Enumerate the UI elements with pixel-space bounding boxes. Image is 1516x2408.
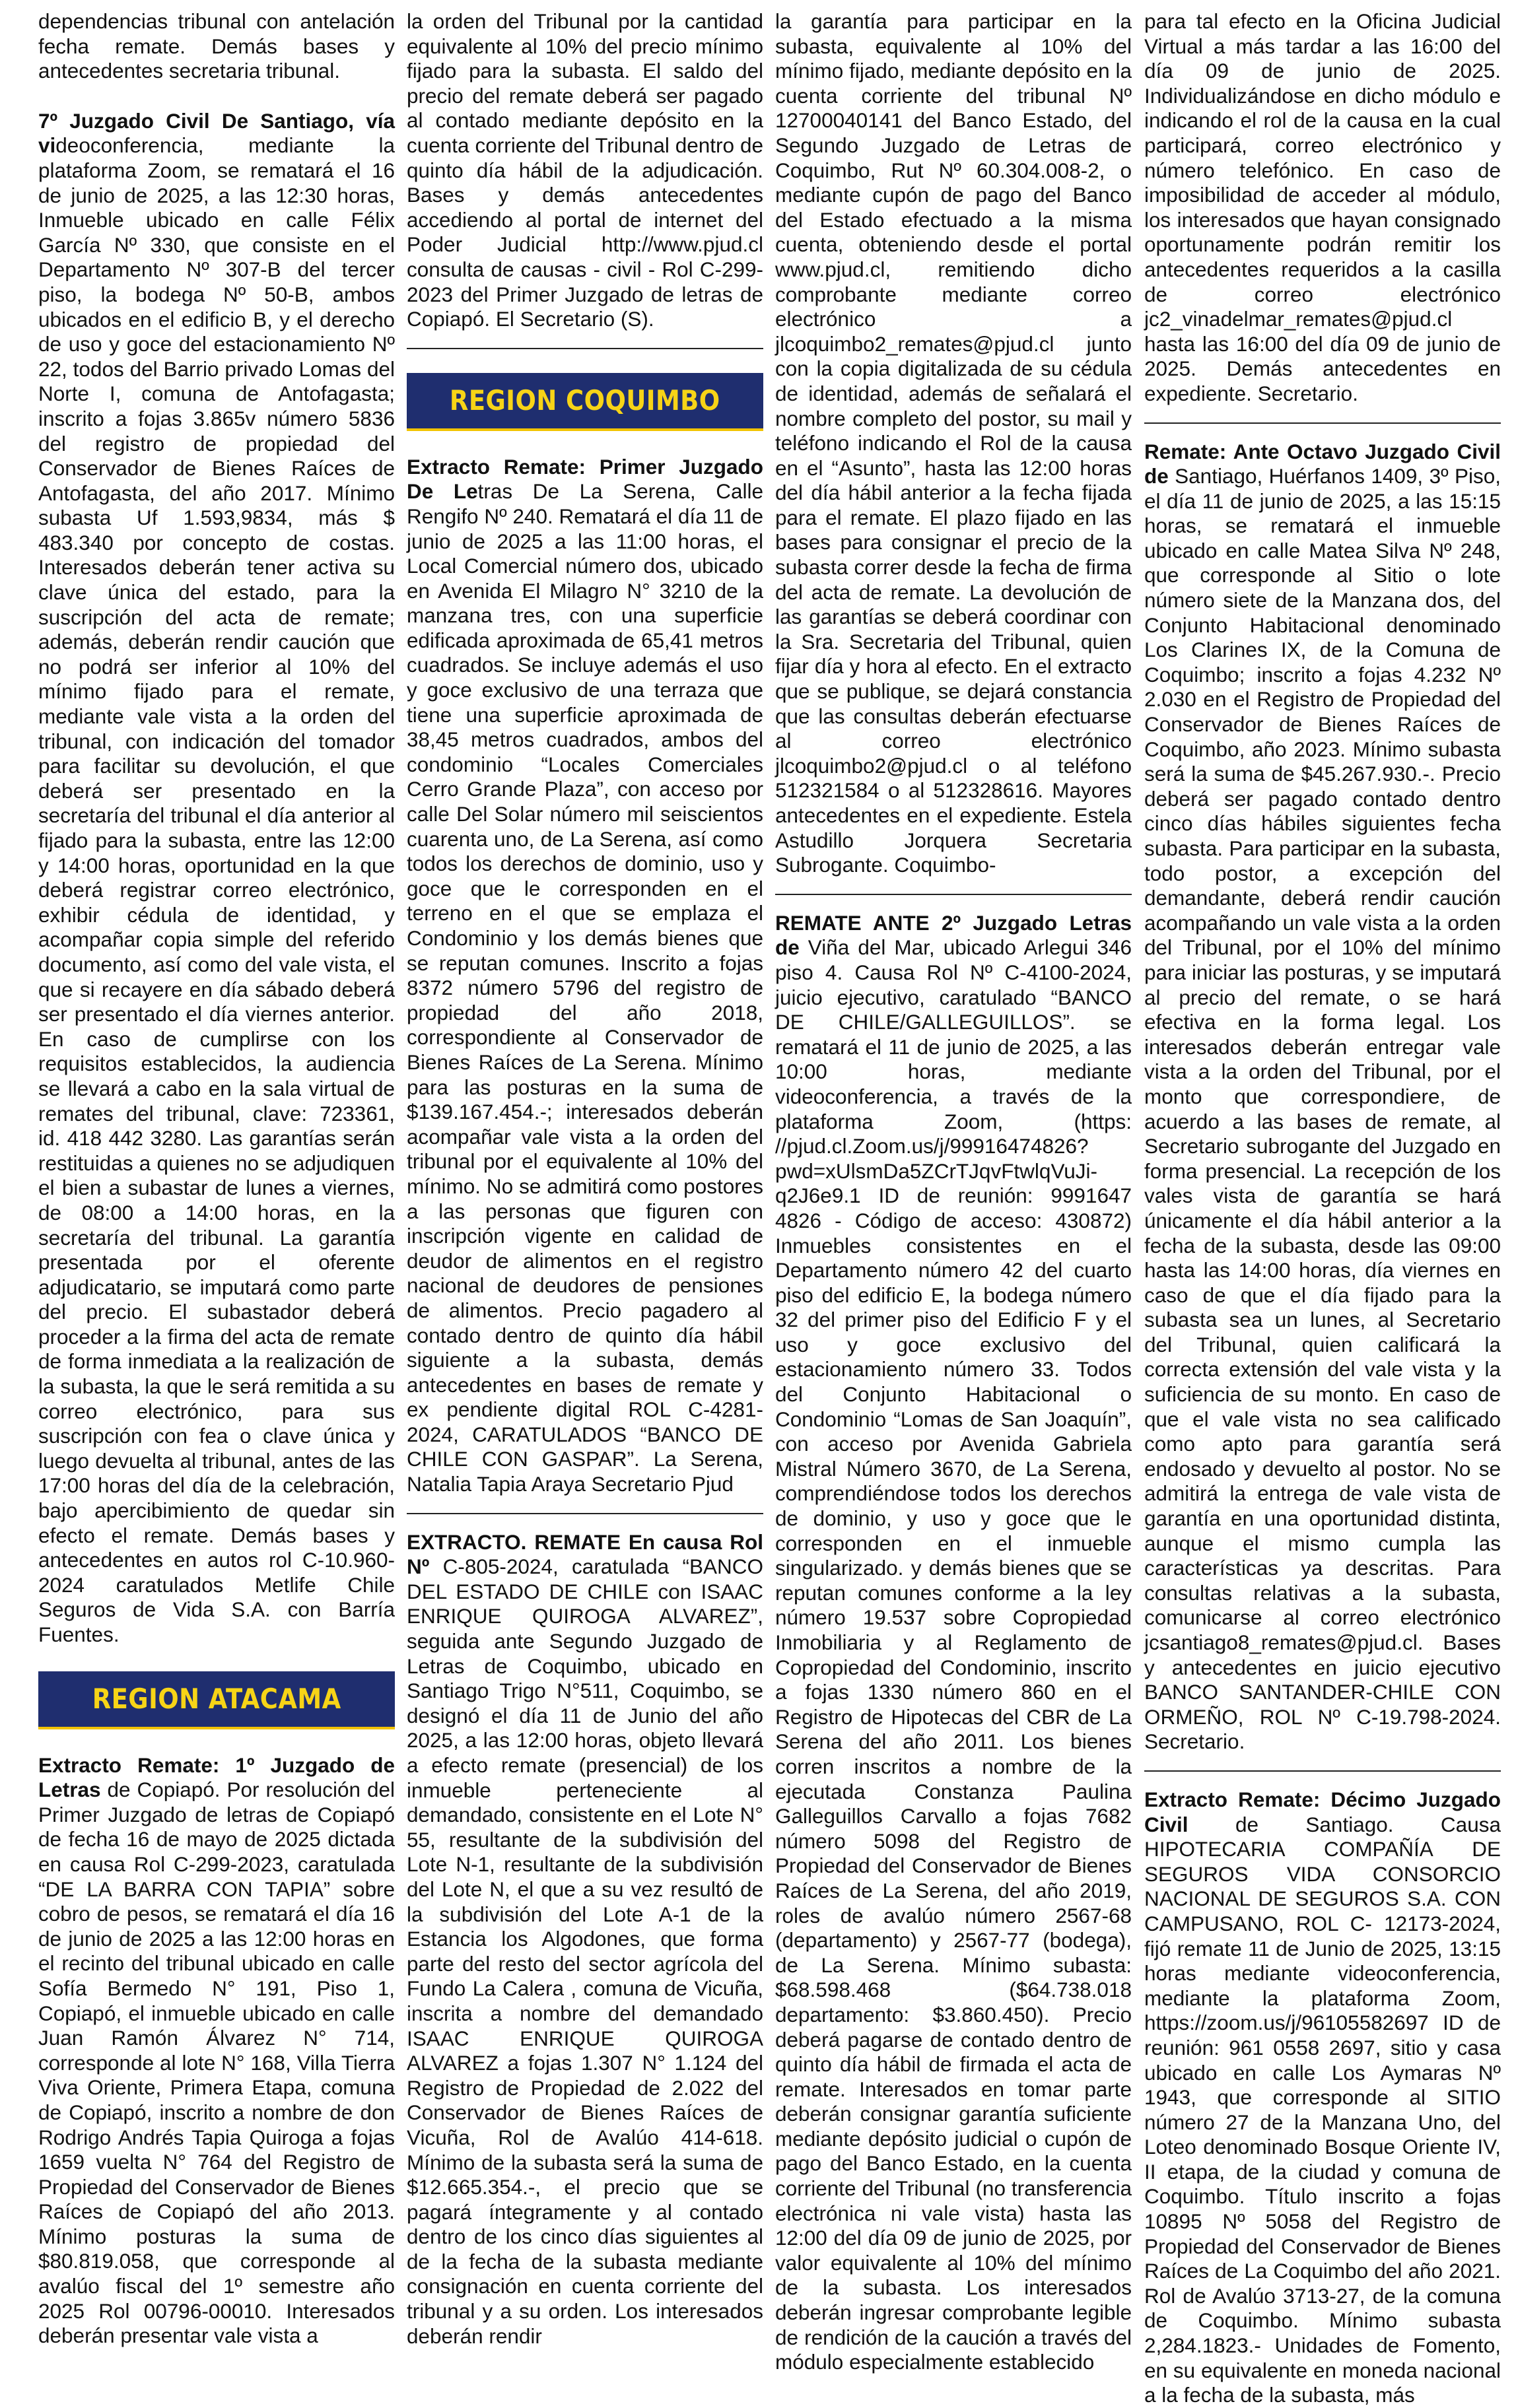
notice-body: de Santiago. Causa HIPOTECARIA COMPAÑÍA DE SEGUROS VIDA CONSORCIO NACIONAL DE SEGUROS S.A. CON CAMPUSANO, ROL C- 12173-2024, fijó remate 11 de Junio de 2025, 13:15 horas mediante videoconferencia, mediante la plataforma Zoom, https://zoom.us/j/96105582697 ID de reunión: 961 0558 2697, sitio y casa ubicado en calle Los Aymaras Nº 1943, que corresponde al SITIO número 27 de la Manzana Uno, del Loteo denominado Bosque Oriente IV, II etapa, de la ciudad y comuna de Coquimbo. Título inscrito a fojas 10895 Nº 5058 del Registro de Propiedad del Conservador de Bienes Raíces de La Coquimbo del año 2021. Rol de Avalúo 3713-27, de la comuna de Coquimbo. Mínimo subasta 2,284.1823.- Unidades de Fomento, en su equivalente en moneda nacional a la fecha de la subasta, más: [1144, 1812, 1501, 2407]
section-divider: [1144, 422, 1501, 424]
notice-body: Viña del Mar, ubicado Arlegui 346 piso 4. Causa Rol Nº C-4100-2024, juicio ejecutivo, caratulado “BANCO DE CHILE/GALLEGUILLOS”. se rematará el 11 de junio de 2025, a las 10:00 horas, mediante videoconferencia, a través de la plataforma Zoom, (https: //pjud.cl.Zoom.us/j/99916474826?pwd=xUlsmDa5ZCrTJqvFtwlqVuJi-q2J6e9.1 ID de reunión: 9991647 4826 - Código de acceso: 430872) Inmuebles consistentes en el Departamento número 42 del cuarto piso del edificio E, la bodega número 32 del primer piso del Edificio F y el uso y goce exclusivo del estacionamiento número 33. Todos del Conjunto Habitacional o Condominio “Lomas de San Joaquín”, con acceso por Avenida Gabriela Mistral Número 3670, de La Serena, comprendiéndose todos los derechos de dominio, y uso y goce que le corresponden en el inmueble singularizado. y demás bienes que se reputan comunes conforme a la ley número 19.537 sobre Copropiedad Inmobiliaria y al Reglamento de Copropiedad del Condominio, inscrito a fojas 1330 número 860 en el Registro de Hipotecas del CBR de La Serena del año 2011. Los bienes corren inscritos a nombre de la ejecutada Constanza Paulina Galleguillos Carvallo a fojas 7682 número 5098 del Registro de Propiedad del Conservador de Bienes Raíces de La Serena, del año 2019, roles de avalúo número 2567-68 (departamento) y 2567-77 (bodega), de La Serena. Mínimo subasta: $68.598.468 ($64.738.018 departamento: $3.860.450). Precio deberá pagarse de contado dentro de quinto día hábil de firmada el acta de remate. Interesados en tomar parte deberán consignar garantía suficiente mediante depósito judicial o cupón de pago del Banco Estado, en la cuenta corriente del Tribunal (no transferencia electrónica ni vale vista) hasta las 12:00 del día 09 de junio de 2025, por valor equivalente al 10% del mínimo de la subasta. Los interesados deberán ingresar comprobante legible de rendición de la caución a través del módulo especialmente establecido: [775, 935, 1132, 2374]
notice-body: la garantía para participar en la subasta, equivalente al 10% del mínimo fijado, mediante depósito en la cuenta corriente del tribunal Nº 12700040141 del Banco Estado, del Segundo Juzgado de Letras de Coquimbo, Rut Nº 60.304.008-2, o mediante cupón de pago del Banco del Estado efectuado a la misma cuenta, obteniendo desde el portal www.pjud.cl, remitiendo dicho comprobante mediante correo electrónico a jlcoquimbo2_remates@pjud.cl junto con la copia digitalizada de su cédula de identidad, además de señalará el nombre completo del postor, su mail y teléfono indicando el Rol de la causa en el “Asunto”, hasta las 12:00 horas del día hábil anterior a la fecha fijada para el remate. El plazo fijado en las bases para consignar el precio de la subasta correr desde la fecha de firma del acta de remate. La devolución de las garantías se deberá coordinar con la Sra. Secretaria del Tribunal, quien fijar día y hora al efecto. En el extracto que se publique, se dejará constancia que las consultas deberán efectuarse al correo electrónico jlcoquimbo2@pjud.cl o al teléfono 512321584 o al 512328616. Mayores antecedentes en el expediente. Estela Astudillo Jorquera Secretaria Subrogante. Coquimbo-: [775, 9, 1132, 877]
notice-body: tras De La Serena, Calle Rengifo Nº 240. Rematará el día 11 de junio de 2025 a las 11:00 horas, el Local Comercial número dos, ubicado en Avenida El Milagro N° 3210 de la manzana tres, con una superficie edificada aproximada de 65,41 metros cuadrados. Se incluye además el uso y goce exclusivo de una terraza que tiene una superficie aproximada de 38,45 metros cuadrados, ambos del condominio “Locales Comerciales Cerro Grande Plaza”, con acceso por calle Del Solar número mil seiscientos cuarenta uno, de La Serena, así como todos los derechos de dominio, uso y goce que le corresponden en el terreno en el que se emplaza el Condominio y los demás bienes que se reputan comunes. Inscrito a fojas 8372 número 5796 del registro de propiedad del año 2018, correspondiente al Conservador de Bienes Raíces de La Serena. Mínimo para las posturas en la suma de $139.167.454.-; interesados deberán acompañar vale vista a la orden del tribunal por el equivalente al 10% del mínimo. No se admitirá como postores a las personas que figuren con inscripción vigente en calidad de deudor de alimentos en el registro nacional de deudores de pensiones de alimentos. Precio pagadero al contado dentro de quinto día hábil siguiente a la subasta, demás antecedentes en bases de remate y ex pendiente digital ROL C-4281-2024, CARATULADOS “BANCO DE CHILE CON GASPAR”. La Serena, Natalia Tapia Araya Secretario Pjud: [407, 479, 763, 1496]
notice-body: deoconferencia, mediante la plataforma Zoom, se rematará el 16 de junio de 2025, a las 12:30 horas, Inmueble ubicado en calle Félix García Nº 330, que consiste en el Departamento Nº 307-B del tercer piso, la bodega Nº 50-B, ambos ubicados en el edificio B, y el derecho de uso y goce del estacionamiento Nº 22, todos del Barrio privado Lomas del Norte I, comuna de Antofagasta; inscrito a fojas 3.865v número 5836 del registro de propiedad del Conservador de Bienes Raíces de Antofagasta, del año 2017. Mínimo subasta Uf 1.593,9834, más $ 483.340 por concepto de costas. Interesados deberán tener activa su clave única del estado, para la suscripción del acta de remate; además, deberán rendir caución que no podrá ser inferior al 10% del mínimo fijado para el remate, mediante vale vista a la orden del tribunal, con indicación del tomador para facilitar su devolución, el que deberá ser presentado en la secretaría del tribunal el día anterior al fijado para la subasta, entre las 12:00 y 14:00 horas, oportunidad en la que deberá registrar correo electrónico, exhibir cédula de identidad, y acompañar copia simple del referido documento, así como del vale vista, el que si recayere en día sábado deberá ser presentado el día viernes anterior. En caso de cumplirse con los requisitos establecidos, la audiencia se llevará a cabo en la sala virtual de remates del tribunal, clave: 723361, id. 418 442 3280. Las garantías serán restituidas a quienes no se adjudiquen el bien a subastar de lunes a viernes, de 08:00 a 14:00 horas, en la secretaría del tribunal. La garantía presentada por el oferente adjudicatario, se imputará como parte del precio. El subastador deberá proceder a la firma del acta de remate de forma inmediata a la realización de la subasta, la que le será remitida a su correo electrónico, para sus suscripción con fea o clave única y luego devuelta al tribunal, antes de las 17:00 horas del día de la celebración, bajo apercibimiento de quedar sin efecto el remate. Demás bases y antecedentes en autos rol C-10.960-2024 caratulados Metlife Chile Seguros de Vida S.A. con Barría Fuentes.: [38, 133, 395, 1646]
auction-notice: [1144, 9, 1501, 407]
notice-heading: 7º Juzgado Civil De Santiago, vía vi: [38, 108, 395, 158]
notice-heading: REMATE ANTE 2º Juzgado Letras de: [775, 910, 1132, 960]
notice-text: [775, 9, 1132, 878]
region-banner: [407, 373, 763, 431]
notice-text: [38, 1753, 395, 2349]
column-4: [1144, 9, 1501, 2407]
section-divider: [407, 348, 763, 349]
notice-text: [1144, 9, 1501, 407]
notice-text: [407, 1530, 763, 2349]
auction-notice: [775, 9, 1132, 878]
notice-body: de Copiapó. Por resolución del Primer Juzgado de letras de Copiapó de fecha 16 de mayo de 2025 dictada en causa Rol C-299-2023, caratulada “DE LA BARRA CON TAPIA” sobre cobro de pesos, se rematará el día 16 de junio de 2025 a las 12:00 horas en el recinto del tribunal ubicado en calle Sofía Bermedo N° 191, Piso 1, Copiapó, el inmueble ubicado en calle Juan Ramón Álvarez N° 714, corresponde al lote N° 168, Villa Tierra Viva Oriente, Primera Etapa, comuna de Copiapó, inscrito a nombre de don Rodrigo Andrés Tapia Quiroga a fojas 1659 vuelta N° 764 del Registro de Propiedad del Conservador de Bienes Raíces de Copiapó del año 2013. Mínimo posturas la suma de $80.819.058, que corresponde al avalúo fiscal del 1º semestre año 2025 Rol 00796-00010. Interesados deberán presentar vale vista a: [38, 1778, 395, 2348]
notice-text: [38, 9, 395, 84]
auction-notice: [407, 455, 763, 1497]
column-2: [407, 9, 763, 2348]
auction-notice: [1144, 1788, 1501, 2408]
section-divider: [407, 1513, 763, 1514]
auction-notice: [407, 9, 763, 332]
notice-body: Santiago, Huérfanos 1409, 3º Piso, el día 11 de junio de 2025, a las 15:15 horas, se rematará el inmueble ubicado en calle Matea Silva Nº 248, que corresponde al Sitio o lote número siete de la Manzana dos, del Conjunto Habitacional denominado Los Clarines IX, de la Comuna de Coquimbo; inscrito a fojas 4.232 Nº 2.030 en el Registro de Propiedad del Conservador de Bienes Raíces de Coquimbo, año 2023. Mínimo subasta será la suma de $45.267.930.-. Precio deberá ser pagado contado dentro cinco días hábiles siguientes fecha subasta. Para participar en la subasta, todo postor, a excepción del demandante, deberá rendir caución acompañando un vale vista a la orden del Tribunal, por el 10% del mínimo para iniciar las posturas, y se imputará al precio del remate, o se hará efectiva en la forma legal. Los interesados deberán entregar vale vista a la orden del Tribunal, por el monto que correspondiere, de acuerdo a las bases de remate, al Secretario subrogante del Juzgado en forma presencial. La recepción de los vales vista de garantía se hará únicamente el día hábil anterior a la fecha de la subasta, desde las 09:00 hasta las 14:00 horas, día viernes en caso de que el día fijado para la subasta sea un lunes, al Secretario del Tribunal, quien calificará la correcta extensión del vale vista y la suficiencia de su monto. En caso de que el vale vista no sea calificado como apto para garantía será endosado y devuelto al postor. No se admitirá la entrega de vale vista de garantía en una oportunidad distinta, aunque el mismo cumpla las características ya descritas. Para consultas relativas a la subasta, comunicarse al correo electrónico jcsantiago8_remates@pjud.cl. Bases y antecedentes en juicio ejecutivo BANCO SANTANDER-CHILE CON ORMEÑO, ROL Nº C-19.798-2024. Secretario.: [1144, 464, 1501, 1754]
notice-text: [1144, 1788, 1501, 2408]
section-divider: [775, 894, 1132, 895]
auction-notice: [38, 109, 395, 1648]
notice-heading: Remate: Ante Octavo Juzgado Civil de: [1144, 439, 1501, 488]
notice-body: para tal efecto en la Oficina Judicial Virtual a más tardar a las 16:00 del día 09 de junio de 2025. Individualizándose en dicho módulo e indicando el rol de la causa en la cual participará, correo electrónico y número telefónico. En caso de imposibilidad de acceder al módulo, los interesados que hayan consignado oportunamente podrán remitir los antecedentes requeridos a la casilla de correo electrónico jc2_vinadelmar_remates@pjud.cl hasta las 16:00 del día 09 de junio de 2025. Demás antecedentes en expediente. Secretario.: [1144, 9, 1501, 405]
notice-body: dependencias tribunal con antelación fecha remate. Demás bases y antecedentes secretaria tribunal.: [38, 9, 395, 83]
notice-body: la orden del Tribunal por la cantidad equivalente al 10% del precio mínimo fijado para la subasta. El saldo del precio del remate deberá ser pagado al contado mediante depósito en la cuenta corriente del Tribunal dentro de quinto día hábil de la adjudicación. Bases y demás antecedentes accediendo al portal de internet del Poder Judicial http://www.pjud.cl consulta de causas - civil - Rol C-299-2023 del Primer Juzgado de letras de Copiapó. El Secretario (S).: [407, 9, 763, 331]
column-3: [775, 9, 1132, 2374]
section-divider: [1144, 1770, 1501, 1772]
notice-body: C-805-2024, caratulada “BANCO DEL ESTADO DE CHILE con ISAAC ENRIQUE QUIROGA ALVAREZ”, seguida ante Segundo Juzgado de Letras de Coquimbo, ubicado en Santiago Trigo N°511, Coquimbo, se designó el día 11 de Junio del año 2025, a las 12:00 horas, objeto llevará a efecto remate (presencial) de los inmueble perteneciente al demandado, consistente en el Lote N° 55, resultante de la subdivisión del Lote N-1, resultante de la subdivisión del Lote N, el que a su vez resultó de la subdivisión del Lote A-1 de la Estancia los Algodones, que forma parte del resto del sector agrícola del Fundo La Calera , comuna de Vicuña, inscrita a nombre del demandado ISAAC ENRIQUE QUIROGA ALVAREZ a fojas 1.307 N° 1.124 del Registro de Propiedad de 2.022 del Conservador de Bienes Raíces de Vicuña, Rol de Avalúo 414-618. Mínimo de la subasta será la suma de $12.665.354.-, el precio que se pagará íntegramente y al contado dentro de los cinco días siguientes al de la fecha de la subasta mediante consignación en cuenta corriente del tribunal y a su orden. Los interesados deberán rendir: [407, 1555, 763, 2348]
auction-notice: [407, 1530, 763, 2349]
notice-heading: Extracto Remate: Primer Juzgado De Le: [407, 454, 763, 504]
notice-text: [407, 455, 763, 1497]
notice-text: [38, 109, 395, 1648]
region-banner-title: REGION ATACAMA: [92, 1682, 341, 1715]
notice-heading: Extracto Remate: Décimo Juzgado Civil: [1144, 1787, 1501, 1836]
column-1: [38, 9, 395, 2348]
notice-heading: Extracto Remate: 1º Juzgado de Letras: [38, 1753, 395, 1802]
auction-notice: [38, 9, 395, 84]
auction-notice: [1144, 440, 1501, 1755]
notice-text: [1144, 440, 1501, 1755]
region-banner: [38, 1671, 395, 1729]
notice-heading: EXTRACTO. REMATE En causa Rol Nº: [407, 1529, 763, 1579]
region-banner-title: REGION COQUIMBO: [450, 384, 720, 417]
notice-text: [407, 9, 763, 332]
auction-notice: [775, 911, 1132, 2375]
auction-notice: [38, 1753, 395, 2349]
notice-text: [775, 911, 1132, 2375]
